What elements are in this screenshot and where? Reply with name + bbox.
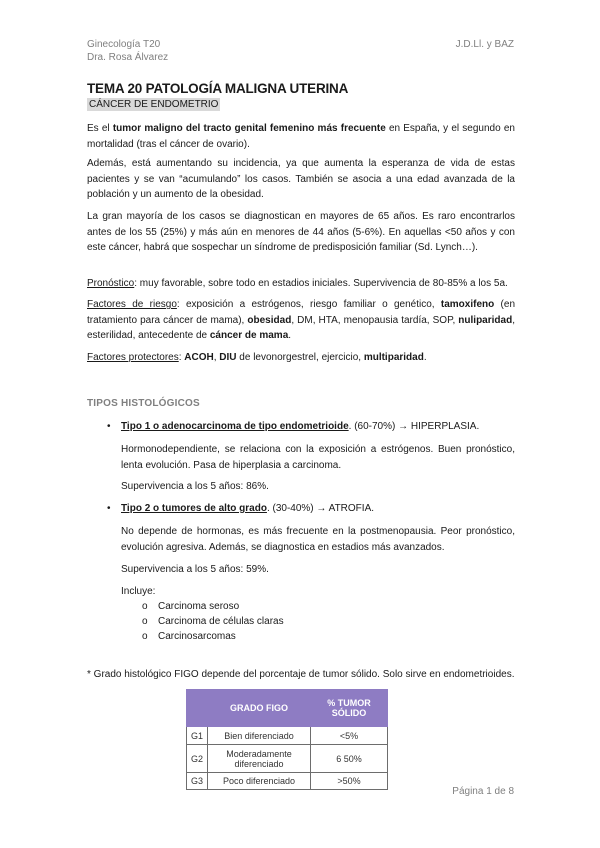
bold-text: tamoxifeno	[440, 299, 495, 310]
bold-text: cáncer de mama	[209, 330, 289, 341]
bullet-icon: •	[107, 421, 111, 432]
tipo2-incluye: Incluye:	[121, 586, 156, 597]
table-cell: Poco diferenciado	[208, 773, 311, 790]
tipo2-title: Tipo 2 o tumores de alto grado	[121, 503, 267, 514]
table-row	[187, 745, 388, 773]
table-cell: >50%	[311, 773, 388, 790]
header-right: J.D.Ll. y BAZ	[455, 39, 514, 50]
table-header-tumor: % TUMOR SÓLIDO	[311, 690, 388, 727]
bold-text: multiparidad	[363, 352, 424, 363]
list-item: Carcinosarcomas	[158, 631, 236, 642]
tipo1-survival: Supervivencia a los 5 años: 86%.	[121, 481, 269, 492]
tipo2-heading	[121, 503, 374, 514]
text: . (30-40%) → ATROFIA.	[266, 503, 375, 514]
paragraph-pronostico	[87, 276, 515, 292]
tipo1-heading	[121, 421, 479, 432]
table-header-row	[187, 690, 388, 727]
protectores-label: Factores protectores	[87, 352, 179, 363]
tipos-heading: TIPOS HISTOLÓGICOS	[87, 398, 200, 409]
bold-text: ACOH	[184, 352, 214, 363]
paragraph-factores-protectores	[87, 350, 515, 366]
table-cell: Bien diferenciado	[208, 727, 311, 745]
bullet-icon: •	[107, 503, 111, 514]
bold-text: obesidad	[247, 314, 292, 326]
text: . (60-70%) → HIPERPLASIA.	[348, 421, 480, 432]
text: Es el	[87, 123, 113, 134]
paragraph-incidence: Además, está aumentando su incidencia, ya que aumenta la esperanza de vida de estas pacientes y se van “acumulando” los casos. También se asocia a una edad avanzada de la población y un aumento de la obesidad.	[87, 158, 515, 200]
table-cell: G1	[187, 727, 208, 745]
section-label: CÁNCER DE ENDOMETRIO	[89, 99, 219, 110]
table-header-grado: GRADO FIGO	[208, 690, 311, 727]
text: , DM, HTA, menopausia tardía, SOP,	[291, 314, 459, 326]
text: .	[423, 352, 427, 363]
header-author: Dra. Rosa Álvarez	[87, 52, 169, 63]
list-item: Carcinoma de células claras	[158, 616, 284, 627]
header-course: Ginecología T20	[87, 39, 161, 50]
table-cell: G3	[187, 773, 208, 790]
text: en España, y el segundo en mortalidad (tras el cáncer de ovario).	[87, 123, 515, 150]
text: .	[288, 330, 292, 341]
text: : exposición a estrógenos, riesgo familiar o genético,	[176, 299, 441, 310]
bold-text: DIU	[219, 352, 237, 363]
page-number: Página 1 de 8	[452, 786, 514, 797]
bold-text: nuliparidad	[458, 314, 513, 326]
sub-bullet-icon: o	[142, 616, 148, 627]
factores-label: Factores de riesgo	[87, 299, 177, 310]
tipo1-title: Tipo 1 o adenocarcinoma de tipo endometrioide	[121, 421, 349, 432]
tipo2-survival: Supervivencia a los 5 años: 59%.	[121, 564, 269, 575]
pronostico-label: Pronóstico	[87, 278, 135, 289]
table-row	[187, 727, 388, 745]
text: de levonorgestrel, ejercicio,	[236, 352, 364, 363]
figo-table	[186, 689, 388, 790]
bold-text: tumor maligno del tracto genital femenino más frecuente	[112, 123, 386, 134]
table-header-blank	[187, 690, 208, 727]
text: ,	[213, 352, 220, 363]
paragraph-factores-riesgo	[87, 297, 515, 344]
table-cell: <5%	[311, 727, 388, 745]
text: (en tratamiento para cáncer de mama),	[87, 299, 516, 326]
table-cell: Moderadamente diferenciado	[208, 745, 311, 773]
header-left	[87, 38, 168, 64]
table-cell: G2	[187, 745, 208, 773]
table-row	[187, 773, 388, 790]
sub-bullet-icon: o	[142, 601, 148, 612]
tipo1-description: Hormonodependiente, se relaciona con la exposición a estrógenos. Buen pronóstico, lenta evolución. Pasa de hiperplasia a carcinoma.	[121, 444, 515, 471]
sub-bullet-icon: o	[142, 631, 148, 642]
text: : muy favorable, sobre todo en estadios iniciales. Supervivencia de 80-85% a los 5a.	[134, 278, 508, 289]
paragraph-intro	[87, 121, 515, 152]
list-item: Carcinoma seroso	[158, 601, 240, 612]
paragraph-age: La gran mayoría de los casos se diagnostican en mayores de 65 años. Es raro encontrarlos antes de los 55 (25%) y más aún en menores de 44 años (5-6%). En aquellas <50 años y con este cáncer, habrá que sospechar un síndrome de predisposición familiar (Sd. Lynch…).	[87, 211, 515, 253]
page-title: TEMA 20 PATOLOGÍA MALIGNA UTERINA	[87, 81, 349, 96]
figo-note: * Grado histológico FIGO depende del porcentaje de tumor sólido. Solo sirve en endometrioides.	[87, 669, 515, 680]
text: :	[178, 352, 185, 363]
tipo2-description: No depende de hormonas, es más frecuente en la postmenopausia. Peor pronóstico, evolución agresiva. Además, se diagnostica en estadios más avanzados.	[121, 526, 515, 553]
table-cell: 6 50%	[311, 745, 388, 773]
text: , esterilidad, antecedente de	[87, 314, 515, 341]
